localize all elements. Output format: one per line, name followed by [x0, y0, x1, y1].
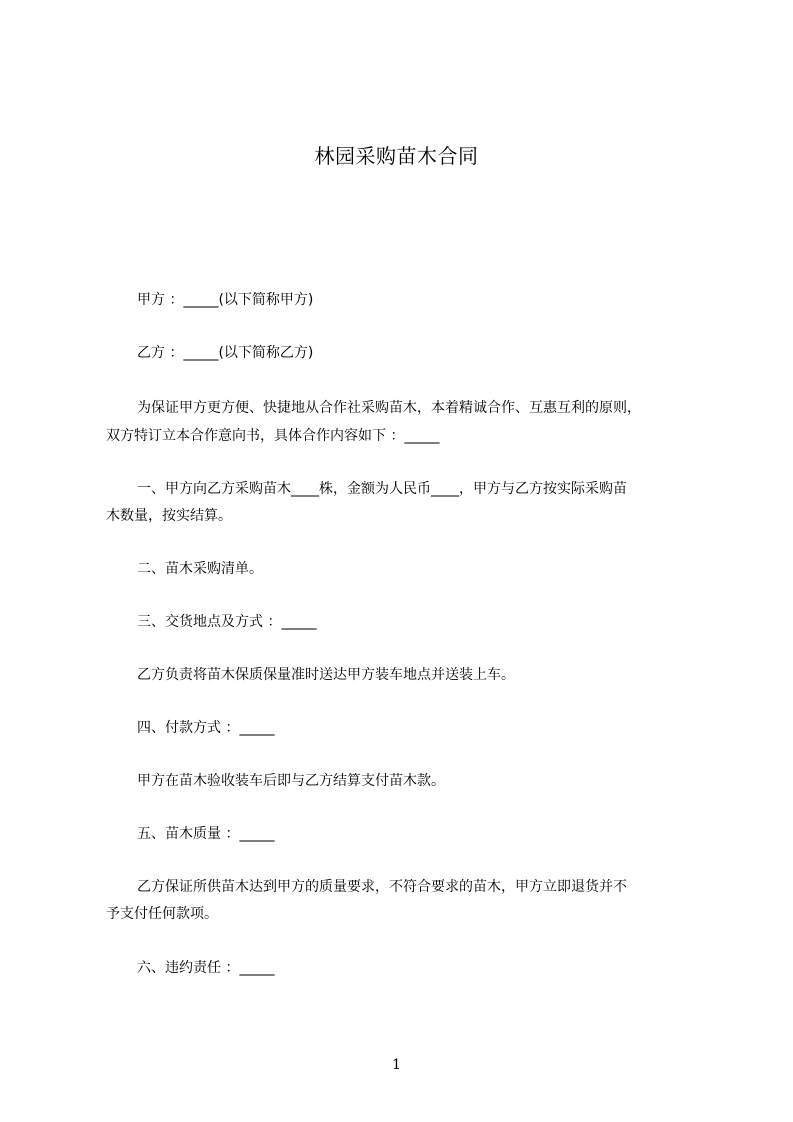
clause-5-heading: 五、苗木质量 ：_____	[137, 826, 275, 842]
document-title: 林园采购苗木合同	[314, 144, 479, 168]
clause-1-line-1: 一、甲方向乙方采购苗木____株，金额为人民币____，甲方与乙方按实际采购苗	[137, 481, 627, 497]
clause-2-heading: 二、苗木采购清单。	[137, 561, 263, 577]
clause-3-heading: 三、交货地点及方式 ：_____	[137, 614, 317, 630]
clause-3-body: 乙方负责将苗木保质保量准时送达甲方装车地点并送装上车。	[137, 667, 515, 683]
intro-line-2: 双方特订立本合作意向书，具体合作内容如下 ：_____	[106, 428, 440, 444]
intro-line-1: 为保证甲方更方便、快捷地从合作社采购苗木，本着精诚合作、互惠互利的原则，	[137, 400, 641, 416]
clause-1-line-2: 木数量，按实结算。	[106, 508, 232, 524]
clause-5-body-line-2: 予支付任何款项。	[106, 906, 218, 922]
page-number: 1	[392, 1057, 401, 1073]
clause-6-heading: 六、违约责任 ：_____	[137, 960, 275, 976]
clause-5-body-line-1: 乙方保证所供苗木达到甲方的质量要求，不符合要求的苗木，甲方立即退货并不	[137, 879, 627, 895]
clause-4-heading: 四、付款方式 ：_____	[137, 720, 275, 736]
party-b-line: 乙方 ：_____(以下简称乙方)	[137, 345, 314, 361]
clause-4-body: 甲方在苗木验收装车后即与乙方结算支付苗木款。	[137, 773, 445, 789]
party-a-line: 甲方 ：_____(以下简称甲方)	[137, 292, 314, 308]
